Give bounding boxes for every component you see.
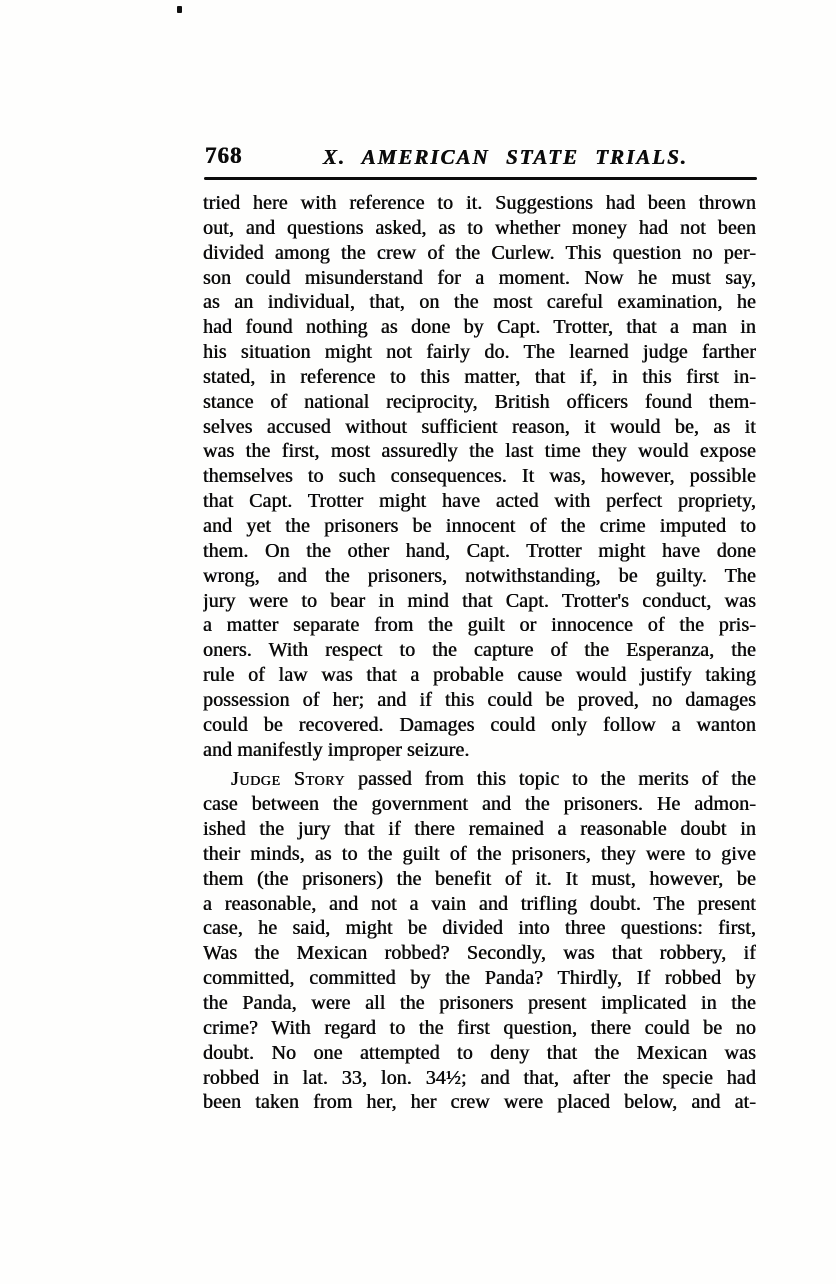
- text-line: Was the Mexican robbed? Secondly, was that robbery, if: [203, 942, 756, 965]
- text-line: ished the jury that if there remained a reasonable doubt in: [203, 818, 756, 841]
- text-line: divided among the crew of the Curlew. This question no per-: [203, 241, 756, 264]
- text-line: possession of her; and if this could be proved, no damages: [203, 688, 756, 711]
- paragraph-continuation: [203, 191, 756, 762]
- text-line: that Capt. Trotter might have acted with perfect propriety,: [203, 490, 756, 513]
- text-line: stance of national reciprocity, British officers found them-: [203, 390, 756, 413]
- paragraph-judge-story: [203, 767, 756, 1115]
- text-line: and manifestly improper seizure.: [203, 738, 470, 761]
- text-line: the Panda, were all the prisoners present implicated in the: [203, 992, 756, 1014]
- text-line: crime? With regard to the first question, there could be no: [203, 1016, 756, 1039]
- text-line: rule of law was that a probable cause would justify taking: [203, 664, 756, 687]
- text-line: selves accused without sufficient reason, it would be, as it: [203, 415, 756, 438]
- text-line-rest: passed from this topic to the merits of the: [345, 768, 756, 791]
- text-line: wrong, and the prisoners, notwithstanding, be guilty. The: [203, 564, 756, 587]
- text-line: could be recovered. Damages could only follow a wanton: [203, 713, 756, 736]
- text-line: stated, in reference to this matter, that if, in this first in-: [203, 365, 756, 388]
- judge-story-small-caps: Judge Story: [231, 768, 346, 791]
- text-line: as an individual, that, on the most careful examination, he: [203, 291, 756, 314]
- text-line: case, he said, might be divided into three questions: first,: [203, 917, 756, 940]
- running-header-title: X. AMERICAN STATE TRIALS.: [322, 145, 689, 169]
- text-line: them (the prisoners) the benefit of it. It must, however, be: [203, 867, 756, 890]
- page-number: 768: [205, 143, 243, 168]
- text-line: doubt. No one attempted to deny that the Mexican was: [203, 1041, 756, 1064]
- text-line: son could misunderstand for a moment. Now he must say,: [203, 266, 756, 289]
- text-line: case between the government and the prisoners. He admon-: [203, 793, 756, 816]
- text-line: tried here with reference to it. Suggestions had been thrown: [203, 192, 756, 214]
- text-line: been taken from her, her crew were placed below, and at-: [203, 1091, 756, 1114]
- text-line: a reasonable, and not a vain and trifling doubt. The present: [203, 892, 756, 915]
- text-line: committed, committed by the Panda? Thirdly, If robbed by: [203, 967, 756, 990]
- text-line: robbed in lat. 33, lon. 34½; and that, after the specie had: [203, 1066, 756, 1089]
- text-line: them. On the other hand, Capt. Trotter might have done: [203, 539, 756, 562]
- text-line: jury were to bear in mind that Capt. Trotter's conduct, was: [203, 589, 756, 612]
- text-line: had found nothing as done by Capt. Trotter, that a man in: [203, 316, 756, 339]
- text-line: out, and questions asked, as to whether money had not been: [203, 216, 756, 239]
- text-line: oners. With respect to the capture of the Esperanza, the: [203, 639, 756, 662]
- text-line: was the first, most assuredly the last time they would expose: [203, 440, 756, 463]
- text-line: and yet the prisoners be innocent of the crime imputed to: [203, 514, 756, 537]
- text-line: [203, 767, 756, 792]
- header-rule-divider: [204, 177, 757, 180]
- text-line: their minds, as to the guilt of the prisoners, they were to give: [203, 842, 756, 865]
- text-line: his situation might not fairly do. The learned judge farther: [203, 341, 756, 364]
- text-line: themselves to such consequences. It was, however, possible: [203, 465, 756, 488]
- text-line: a matter separate from the guilt or innocence of the pris-: [203, 614, 756, 637]
- body-text-block: [203, 191, 756, 1115]
- scan-speck-mark: [177, 6, 182, 13]
